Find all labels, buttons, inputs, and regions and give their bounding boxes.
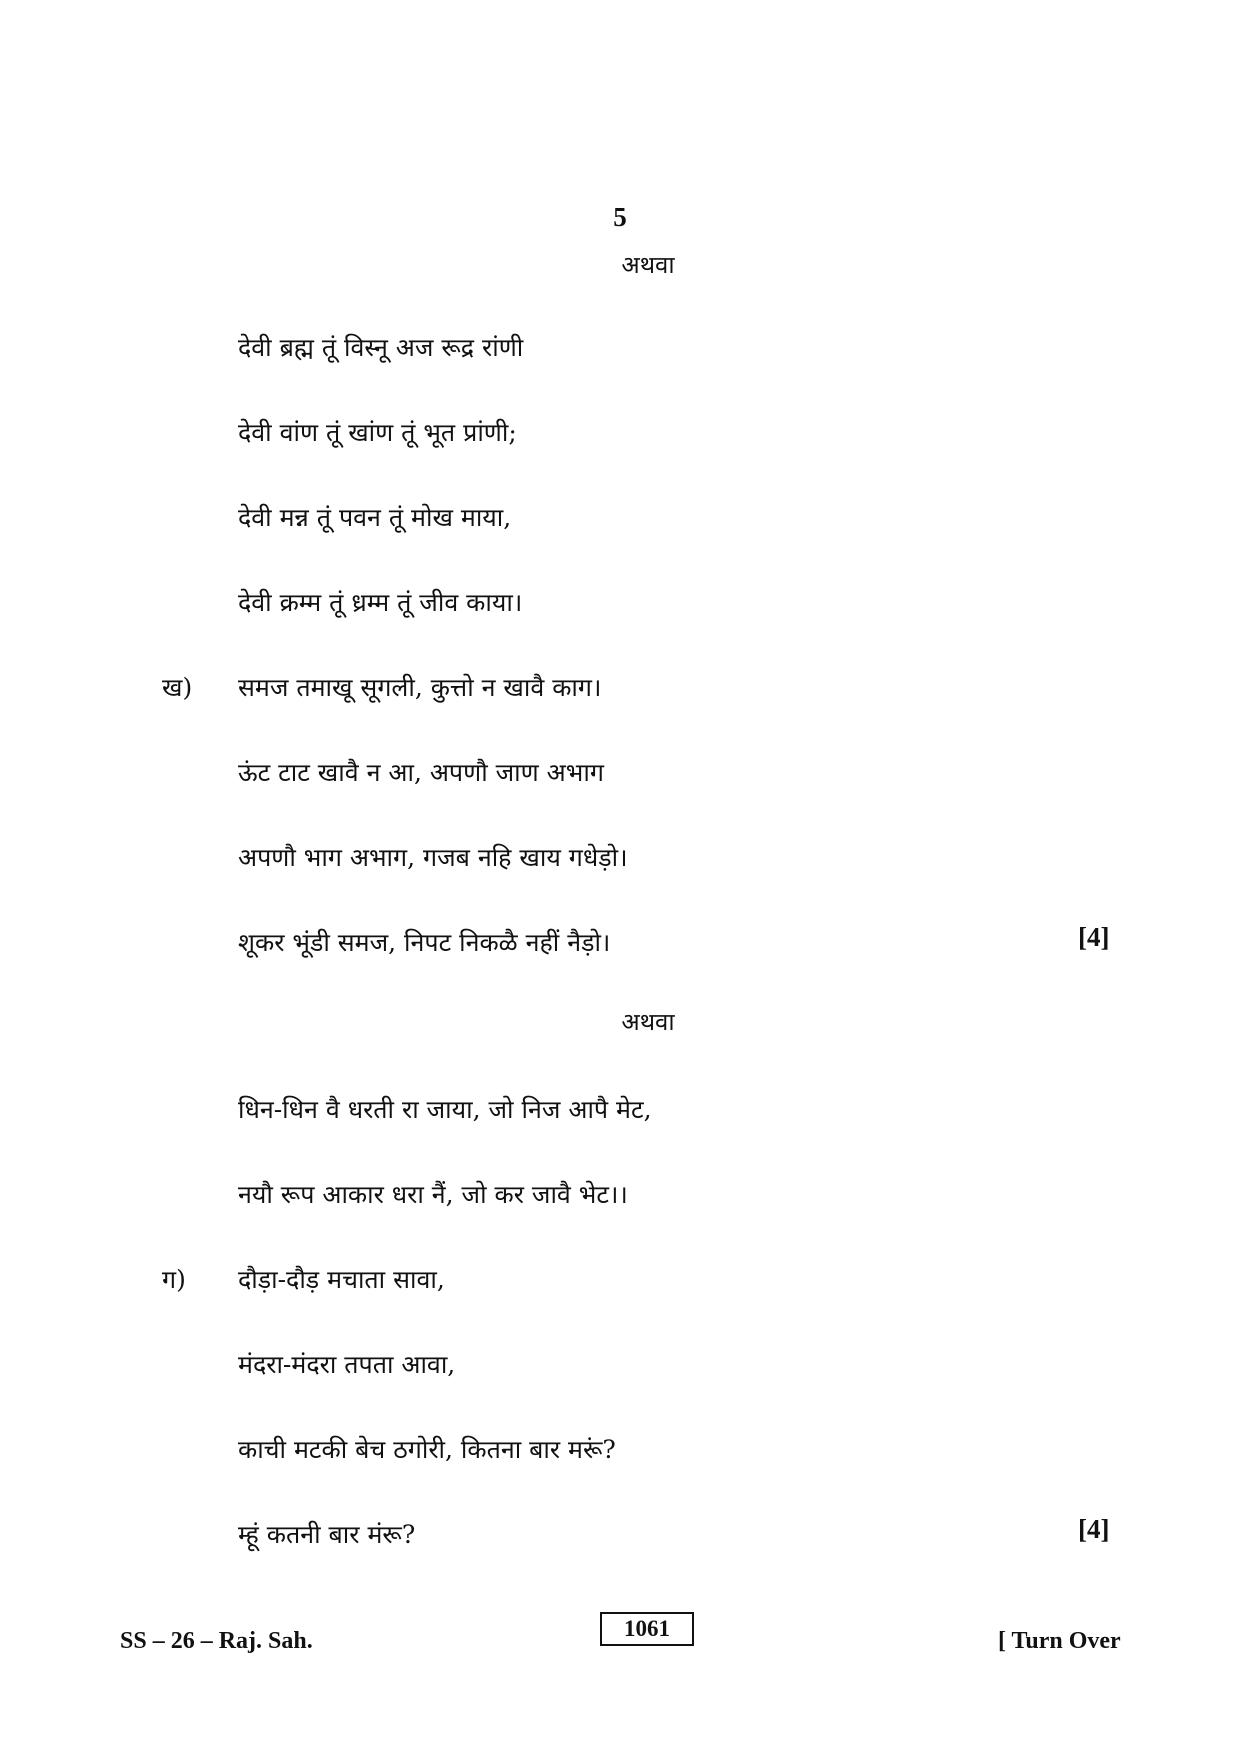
verse-line: नयौ रूप आकार धरा नैं, जो कर जावै भेट।। bbox=[238, 1180, 628, 1209]
verse-line: मंदरा-मंदरा तपता आवा, bbox=[238, 1350, 456, 1379]
verse-line: देवी मन्न तूं पवन तूं मोख माया, bbox=[238, 503, 512, 532]
verse-line: दौड़ा-दौड़ मचाता सावा, bbox=[238, 1265, 445, 1294]
verse-line: म्हूं कतनी बार मंरू? bbox=[238, 1520, 416, 1549]
question-label-ga: ग) bbox=[162, 1265, 186, 1294]
verse-line: धिन-धिन वै धरती रा जाया, जो निज आपै मेट, bbox=[238, 1095, 652, 1124]
athva-heading-2: अथवा bbox=[621, 1008, 675, 1036]
footer-paper-code: SS – 26 – Raj. Sah. bbox=[120, 1628, 313, 1654]
verse-line: देवी ब्रह्म तूं विस्नू अज रूद्र रांणी bbox=[238, 333, 524, 362]
footer-turn-over: [ Turn Over bbox=[998, 1628, 1121, 1654]
footer-page-code: 1061 bbox=[600, 1612, 694, 1646]
page-number: 5 bbox=[613, 202, 627, 232]
verse-line: ऊंट टाट खावै न आ, अपणौ जाण अभाग bbox=[238, 758, 604, 787]
verse-line: समज तमाखू सूगली, कुत्तो न खावै काग। bbox=[238, 673, 602, 702]
athva-heading-1: अथवा bbox=[621, 251, 675, 279]
question-label-kha: ख) bbox=[162, 673, 193, 702]
verse-line: अपणौ भाग अभाग, गजब नहि खाय गधेड़ो। bbox=[238, 843, 628, 872]
marks-kha: [4] bbox=[1078, 922, 1110, 952]
verse-line: काची मटकी बेच ठगोरी, कितना बार मरूं? bbox=[238, 1435, 616, 1464]
verse-line: देवी क्रम्म तूं ध्रम्म तूं जीव काया। bbox=[238, 588, 523, 617]
verse-line: शूकर भूंडी समज, निपट निकळै नहीं नैड़ो। bbox=[238, 928, 611, 957]
verse-line: देवी वांण तूं खांण तूं भूत प्रांणी; bbox=[238, 418, 517, 447]
marks-ga: [4] bbox=[1078, 1514, 1110, 1544]
